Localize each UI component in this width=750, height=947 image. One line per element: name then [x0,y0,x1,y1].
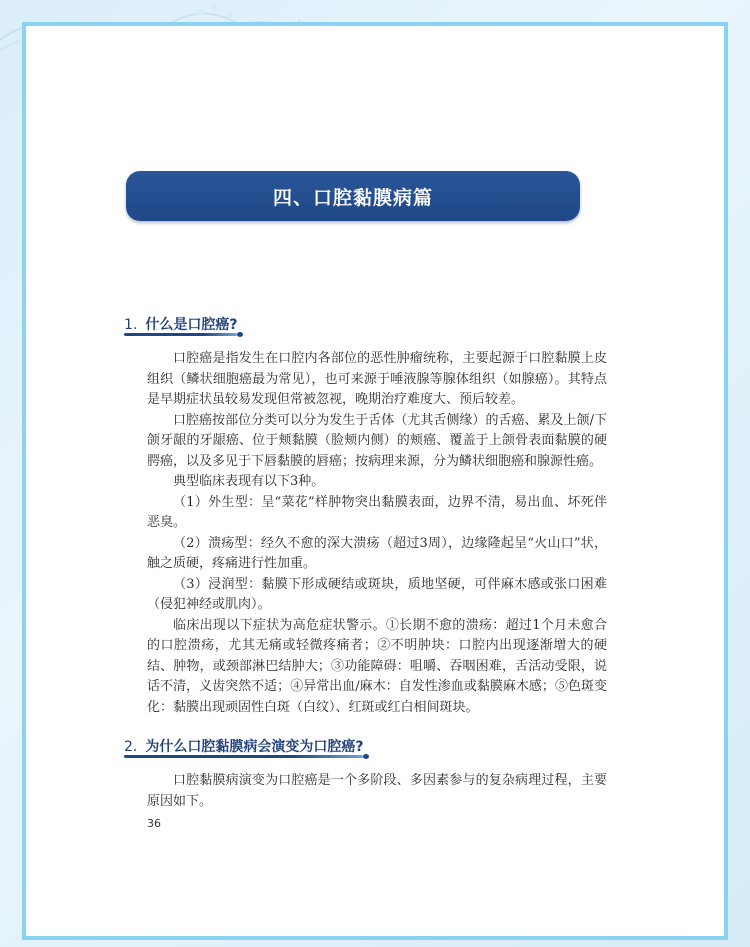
heading-underline [124,755,363,758]
paragraph: （2）溃疡型：经久不愈的深大溃疡（超过3周），边缘隆起呈“火山口”状，触之质硬，疼痛进行性加重。 [147,535,607,571]
paragraph: 口腔癌按部位分类可以分为发生于舌体（尤其舌侧缘）的舌癌、累及上颌/下颌牙龈的牙龈癌、位于颊黏膜（脸颊内侧）的颊癌、覆盖于上颌骨表面黏膜的硬腭癌，以及多见于下唇黏膜的唇癌；按病理来源，分为鳞状细胞癌和腺源性癌。 [147,412,607,469]
page-number: 36 [147,817,161,830]
section-title: 什么是口腔癌? [145,317,238,333]
chapter-banner [126,171,580,221]
chapter-title: 四、口腔黏膜病篇 [272,186,433,209]
paragraph: 典型临床表现有以下3种。 [173,474,325,489]
heading-underline [124,333,237,336]
section-number: 1. [124,317,138,333]
paragraph: 口腔癌是指发生在口腔内各部位的恶性肿瘤统称，主要起源于口腔黏膜上皮组织（鳞状细胞癌最为常见），也可来源于唾液腺等腺体组织（如腺癌）。其特点是早期症状虽较易发现但常被忽视，晚期治疗难度大、预后较差。 [147,351,607,407]
section-heading-1 [124,314,237,334]
section-heading-2 [124,736,363,756]
section-body-1 [147,349,607,718]
section-title: 为什么口腔黏膜病会演变为口腔癌? [145,739,364,755]
paragraph: （1）外生型：呈“菜花”样肿物突出黏膜表面，边界不清，易出血、坏死伴恶臭。 [147,494,607,530]
section-body-2 [147,771,607,812]
section-number: 2. [124,739,138,755]
paragraph: 口腔黏膜病演变为口腔癌是一个多阶段、多因素参与的复杂病理过程，主要原因如下。 [147,773,607,809]
paragraph: 临床出现以下症状为高危症状警示。①长期不愈的溃疡：超过1个月未愈合的口腔溃疡，尤其无痛或轻微疼痛者；②不明肿块：口腔内出现逐渐增大的硬结、肿物，或颈部淋巴结肿大；③功能障碍：咀嚼、吞咽困难，舌活动受限，说话不清，义齿突然不适；④异常出血/麻木：自发性渗血或黏膜麻木感；⑤色斑变化：黏膜出现顽固性白斑（白纹）、红斑或红白相间斑块。 [147,617,607,715]
paragraph: （3）浸润型：黏膜下形成硬结或斑块，质地坚硬，可伴麻木感或张口困难（侵犯神经或肌肉）。 [147,576,607,612]
